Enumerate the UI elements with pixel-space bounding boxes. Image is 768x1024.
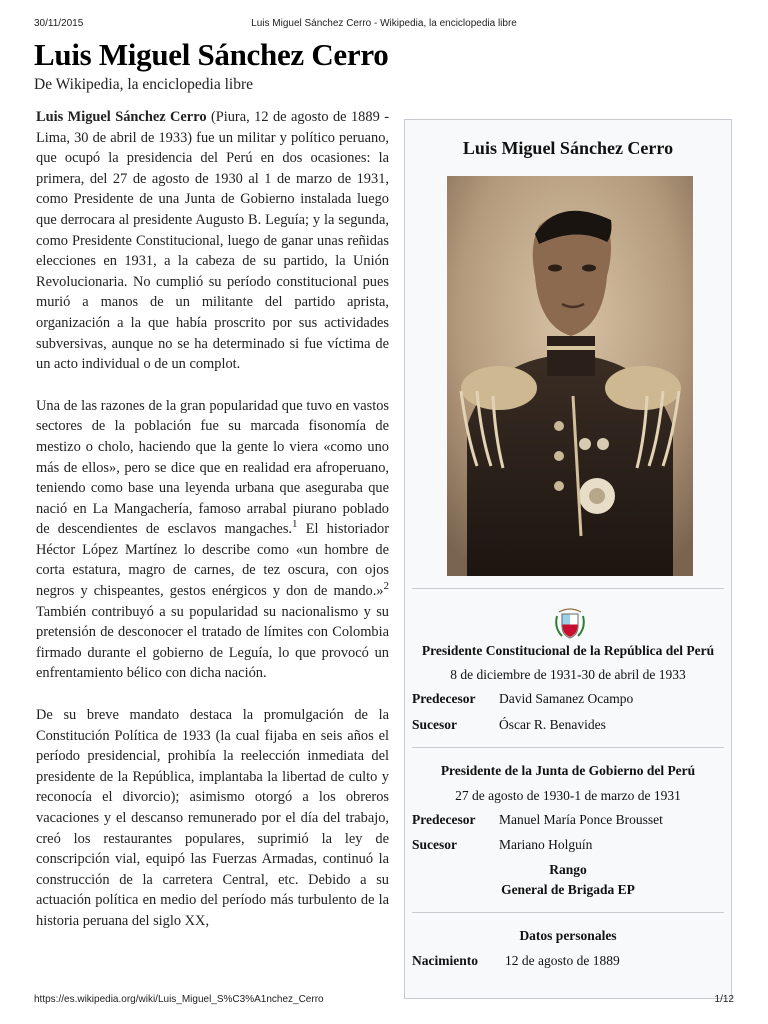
subject-name: Luis Miguel Sánchez Cerro (36, 109, 207, 125)
rank-label: Rango (549, 862, 587, 877)
successor-label: Sucesor (412, 837, 457, 852)
article-title: Luis Miguel Sánchez Cerro (34, 37, 389, 72)
popularity-text-b: El historiador Héctor López Martínez lo describe como «un hombre de corta estatura, magro de carnes, de tez oscura, con ojos negros y chispeantes, gestos enérgicos y don de mando.» (36, 521, 389, 600)
office2-successor-link[interactable]: Mariano Holguín (499, 837, 593, 852)
popularity-text-c: También contribuyó a su popularidad su nacionalismo y su pretensión de desconocer el tratado de límites con Colombia firmado durante el gobierno de Leguía, lo que provocó un enfrentamiento bélico con dicha nación. (36, 603, 389, 682)
office2-heading: Presidente de la Junta de Gobierno del Perú (440, 763, 696, 778)
office1-successor-link[interactable]: Óscar R. Benavides (499, 717, 606, 732)
reference-1-link[interactable]: 1 (292, 518, 298, 531)
popularity-text-a: Una de las razones de la gran popularidad que tuvo en vastos sectores de la población fue su marcada fisonomía de mestizo o cholo, haciendo que la gente lo viera «como uno más de ellos», pero se dice que en realidad era afroperuano, teniendo como base una leyenda urbana que aseguraba que nació en La Mangachería, famoso arrabal piurano poblado de descendientes de esclavos mangaches. (36, 397, 389, 538)
infobox-divider (412, 588, 724, 589)
portrait-image[interactable] (447, 176, 693, 576)
paragraph-popularity (36, 396, 389, 684)
birth-label: Nacimiento (412, 953, 478, 968)
article-body (36, 107, 389, 953)
paragraph-mandate: De su breve mandato destaca la promulgación de la Constitución Política de 1933 (la cual fijaba en seis años el período presidencial, prohibía la reelección inmediata del presidente de la República, implantaba la libertad de culto y reconocía el divorcio); asimismo otorgó a los obreros vacaciones y el descanso remunerado por el día del trabajo, creó los restaurantes populares, suprimió la ley de conscripción vial, equipó las Fuerzas Armadas, continuó la construcción de la carretera Central, etc. Debido a su actuación política en medio del período más turbulento de la historia peruana del siglo XX, (36, 707, 389, 929)
infobox-divider (412, 747, 724, 748)
office2-predecessor-link[interactable]: Manuel María Ponce Brousset (499, 812, 663, 827)
rank-value: General de Brigada EP (501, 882, 635, 897)
page-number: 1/12 (714, 994, 734, 1005)
print-page-title: Luis Miguel Sánchez Cerro - Wikipedia, la enciclopedia libre (251, 18, 517, 29)
infobox (404, 119, 732, 999)
print-date: 30/11/2015 (34, 18, 84, 29)
office2-term: 27 de agosto de 1930-1 de marzo de 1931 (455, 788, 681, 803)
intro-text: (Piura, 12 de agosto de 1889 - Lima, 30 de abril de 1933) fue un militar y político peruano, que ocupó la presidencia del Perú en dos ocasiones: la primera, del 27 de agosto de 1930 al 1 de marzo de 1931, como Presidente de una Junta de Gobierno instalada luego que derrocara al presidente Augusto B. Leguía; y la segunda, como Presidente Constitucional, luego de ganar unas reñidas elecciones en 1931, a la cabeza de su partido, la Unión Revolucionaria. No cumplió su período constitucional pues murió a manos de un militante del partido aprista, organización a la que había proscrito por sus actividades subversivas, aunque no se ha determinado si fue víctima de un acto individual o de un complot. (36, 109, 389, 373)
infobox-divider (412, 912, 724, 913)
office1-heading: Presidente Constitucional de la República del Perú (421, 643, 715, 658)
birth-value: 12 de agosto de 1889 (505, 953, 620, 968)
reference-2-link[interactable]: 2 (383, 580, 389, 593)
office1-predecessor-link[interactable]: David Samanez Ocampo (499, 691, 634, 706)
coat-of-arms-icon (553, 602, 587, 642)
infobox-title: Luis Miguel Sánchez Cerro (462, 138, 674, 158)
successor-label: Sucesor (412, 717, 457, 732)
article-subtitle: De Wikipedia, la enciclopedia libre (34, 76, 254, 93)
predecessor-label: Predecesor (412, 691, 476, 706)
print-url: https://es.wikipedia.org/wiki/Luis_Miguel_S%C3%A1nchez_Cerro (34, 994, 324, 1005)
paragraph-intro (36, 107, 389, 375)
predecessor-label: Predecesor (412, 812, 476, 827)
office1-term: 8 de diciembre de 1931-30 de abril de 1933 (450, 667, 686, 682)
personal-heading: Datos personales (519, 928, 617, 943)
